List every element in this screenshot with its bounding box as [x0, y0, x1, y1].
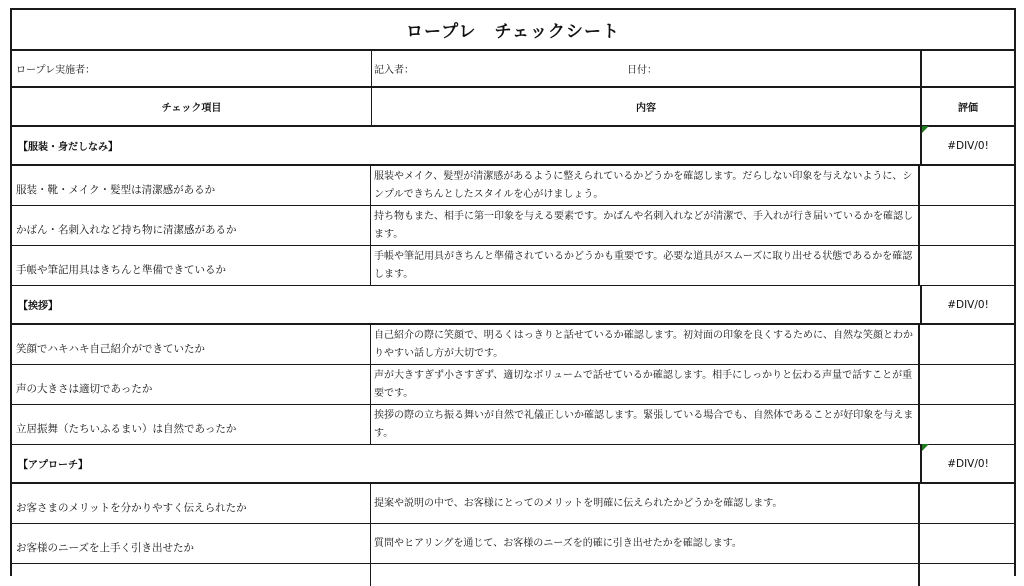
table-header [12, 88, 1014, 127]
check-item: 立居振舞（たちいふるまい）は自然であったか [12, 405, 371, 444]
recorder-label: 記入者： [374, 65, 414, 76]
header-evaluation: 評価 [958, 103, 978, 114]
check-item: お客さまのメリットを分かりやすく伝えられたか [12, 484, 371, 523]
check-item: 手帳や筆記用具はきちんと準備できているか [12, 246, 371, 285]
evaluation-cell[interactable] [920, 405, 1014, 444]
evaluation-cell[interactable] [920, 246, 1014, 285]
table-row [12, 524, 1014, 564]
evaluation-cell[interactable] [920, 524, 1014, 563]
section-row [12, 286, 1014, 325]
table-row [12, 206, 1014, 246]
check-item: 服装・靴・メイク・髪型は清潔感があるか [12, 166, 371, 205]
check-item[interactable] [12, 564, 371, 586]
comment-flag-icon [922, 126, 929, 133]
info-row [12, 51, 1014, 88]
table-row [12, 166, 1014, 206]
date-input[interactable] [672, 55, 912, 82]
date-label: 日付： [627, 65, 657, 76]
check-description: 服装やメイク、髪型が清潔感があるように整えられているかどうかを確認します。だらしない印象を与えないように、シンプルできちんとしたスタイルを心がけましょう。 [371, 166, 920, 205]
evaluation-cell[interactable] [920, 365, 1014, 404]
practitioner-label: ロープレ実施者： [16, 65, 96, 76]
evaluation-cell[interactable] [920, 166, 1014, 205]
section-row [12, 127, 1014, 166]
table-row [12, 246, 1014, 286]
check-description: 挨拶の際の立ち振る舞いが自然で礼儀正しいか確認します。緊張している場合でも、自然体であることが好印象を与えます。 [371, 405, 920, 444]
check-description: 持ち物もまた、相手に第一印象を与える要素です。かばんや名刺入れなどが清潔で、手入れが行き届いているかを確認します。 [371, 206, 920, 245]
table-row [12, 405, 1014, 445]
section-row [12, 445, 1014, 484]
section-score-cell[interactable] [920, 126, 1014, 165]
check-description: 手帳や筆記用具がきちんと準備されているかどうかも重要です。必要な道具がスムーズに取り出せる状態であるかを確認します。 [371, 246, 920, 285]
check-description: 質問やヒアリングを通じて、お客様のニーズを的確に引き出せたかを確認します。 [371, 524, 920, 563]
section-score-cell[interactable] [920, 444, 1014, 483]
section-label: 【服装・身だしなみ】 [18, 142, 118, 153]
divider [371, 51, 372, 86]
section-score: #DIV/0! [947, 139, 989, 152]
table-row [12, 564, 1014, 586]
recorder-input[interactable] [432, 55, 612, 82]
sheet-title: ロープレ チェックシート [12, 10, 1014, 51]
check-item: お客様のニーズを上手く引き出せたか [12, 524, 371, 563]
check-sheet [10, 8, 1016, 576]
table-row [12, 365, 1014, 405]
table-row [12, 325, 1014, 365]
check-description[interactable] [371, 564, 920, 586]
evaluation-cell[interactable] [920, 206, 1014, 245]
check-item: 笑顔でハキハキ自己紹介ができていたか [12, 325, 371, 364]
check-item: 声の大きさは適切であったか [12, 365, 371, 404]
divider [920, 51, 922, 86]
evaluation-cell[interactable] [920, 325, 1014, 364]
header-check-item: チェック項目 [161, 103, 222, 114]
section-score-cell[interactable] [920, 285, 1014, 324]
header-content: 内容 [636, 103, 656, 114]
section-label: 【アプローチ】 [18, 460, 88, 471]
check-description: 自己紹介の際に笑顔で、明るくはっきりと話せているか確認します。初対面の印象を良くするために、自然な笑顔とわかりやすい話し方が大切です。 [371, 325, 920, 364]
evaluation-cell[interactable] [920, 484, 1014, 523]
section-label: 【挨拶】 [18, 301, 58, 312]
section-score: #DIV/0! [947, 298, 989, 311]
practitioner-input[interactable] [122, 55, 362, 82]
check-item: かばん・名刺入れなど持ち物に清潔感があるか [12, 206, 371, 245]
check-description: 提案や説明の中で、お客様にとってのメリットを明確に伝えられたかどうかを確認します。 [371, 484, 920, 523]
check-description: 声が大きすぎず小さすぎず、適切なボリュームで話せているか確認します。相手にしっかりと伝わる声量で話すことが重要です。 [371, 365, 920, 404]
comment-flag-icon [922, 444, 929, 451]
section-score: #DIV/0! [947, 457, 989, 470]
table-row [12, 484, 1014, 524]
table-body [12, 127, 1014, 586]
